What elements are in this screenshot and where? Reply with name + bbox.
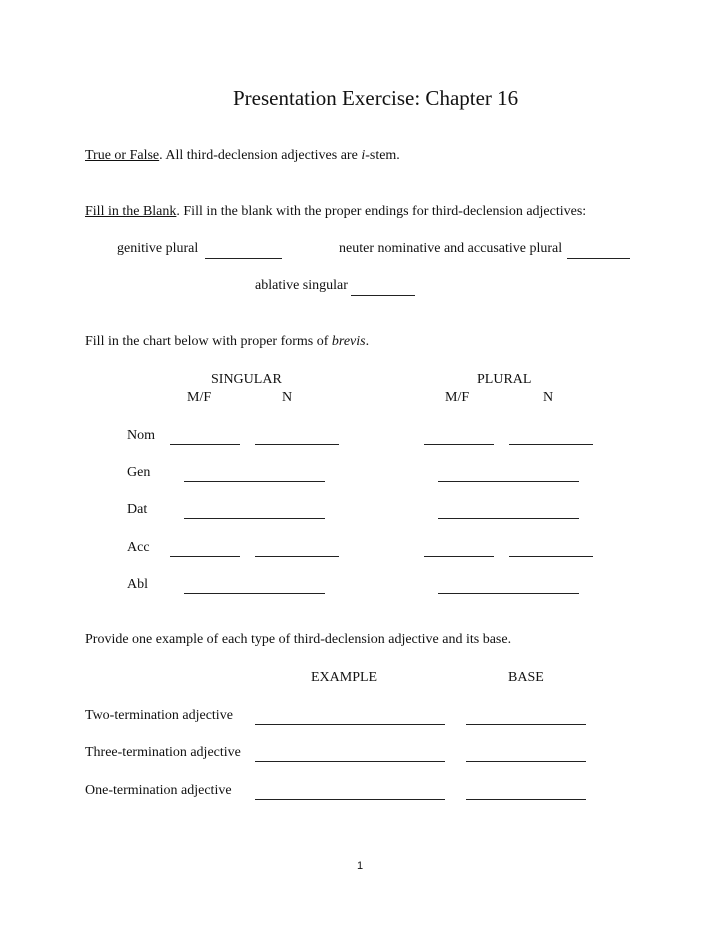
gen-singular-blank[interactable] bbox=[184, 481, 325, 482]
page-number: 1 bbox=[357, 860, 364, 872]
page-title: Presentation Exercise: Chapter 16 bbox=[233, 86, 519, 110]
singular-mf-header: M/F bbox=[187, 390, 212, 405]
example-column-header: EXAMPLE bbox=[311, 670, 378, 685]
acc-singular-n-blank[interactable] bbox=[255, 556, 339, 557]
fill-blank-label: Fill in the Blank bbox=[85, 204, 177, 219]
nom-singular-mf-blank[interactable] bbox=[170, 444, 240, 445]
fill-blank-text: . Fill in the blank with the proper endings for third-declension adjectives: bbox=[176, 204, 587, 219]
singular-header: SINGULAR bbox=[211, 372, 282, 387]
dat-plural-blank[interactable] bbox=[438, 518, 579, 519]
dat-singular-blank[interactable] bbox=[184, 518, 325, 519]
nom-plural-mf-blank[interactable] bbox=[424, 444, 494, 445]
acc-plural-n-blank[interactable] bbox=[509, 556, 593, 557]
abl-singular-blank[interactable] bbox=[184, 593, 325, 594]
one-termination-label: One-termination adjective bbox=[85, 783, 232, 798]
two-termination-base-blank[interactable] bbox=[466, 724, 586, 725]
case-label-abl: Abl bbox=[127, 577, 148, 592]
fill-blank-question bbox=[85, 204, 586, 220]
acc-plural-mf-blank[interactable] bbox=[424, 556, 494, 557]
three-termination-base-blank[interactable] bbox=[466, 761, 586, 762]
true-false-italic: i bbox=[361, 148, 366, 163]
three-termination-example-blank[interactable] bbox=[255, 761, 445, 762]
chart-intro-text: Fill in the chart below with proper forms of bbox=[85, 334, 332, 349]
chart-intro-word: brevis bbox=[331, 334, 366, 349]
singular-n-header: N bbox=[282, 390, 293, 405]
case-label-nom: Nom bbox=[127, 428, 155, 443]
one-termination-example-blank[interactable] bbox=[255, 799, 445, 800]
case-label-acc: Acc bbox=[127, 540, 150, 555]
neuter-nom-acc-plural-blank[interactable] bbox=[567, 258, 630, 259]
two-termination-label: Two-termination adjective bbox=[85, 708, 233, 723]
neuter-nom-acc-plural-label: neuter nominative and accusative plural bbox=[339, 241, 563, 256]
nom-plural-n-blank[interactable] bbox=[509, 444, 593, 445]
genitive-plural-blank[interactable] bbox=[205, 258, 282, 259]
nom-singular-n-blank[interactable] bbox=[255, 444, 339, 445]
true-false-label: True or False bbox=[85, 148, 160, 163]
true-false-text-after: -stem. bbox=[365, 148, 400, 163]
base-column-header: BASE bbox=[508, 670, 544, 685]
ablative-singular-blank[interactable] bbox=[351, 295, 415, 296]
case-label-gen: Gen bbox=[127, 465, 151, 480]
plural-n-header: N bbox=[543, 390, 554, 405]
examples-instructions: Provide one example of each type of third-declension adjective and its base. bbox=[85, 632, 512, 647]
gen-plural-blank[interactable] bbox=[438, 481, 579, 482]
chart-instructions bbox=[85, 334, 369, 350]
true-false-text: . All third-declension adjectives are bbox=[159, 148, 362, 163]
plural-header: PLURAL bbox=[477, 372, 532, 387]
two-termination-example-blank[interactable] bbox=[255, 724, 445, 725]
chart-intro-period: . bbox=[365, 334, 370, 349]
plural-mf-header: M/F bbox=[445, 390, 470, 405]
ablative-singular-label: ablative singular bbox=[255, 278, 348, 293]
acc-singular-mf-blank[interactable] bbox=[170, 556, 240, 557]
true-false-question bbox=[85, 148, 400, 164]
three-termination-label: Three-termination adjective bbox=[85, 745, 241, 760]
case-label-dat: Dat bbox=[127, 502, 148, 517]
genitive-plural-label: genitive plural bbox=[117, 241, 199, 256]
abl-plural-blank[interactable] bbox=[438, 593, 579, 594]
one-termination-base-blank[interactable] bbox=[466, 799, 586, 800]
